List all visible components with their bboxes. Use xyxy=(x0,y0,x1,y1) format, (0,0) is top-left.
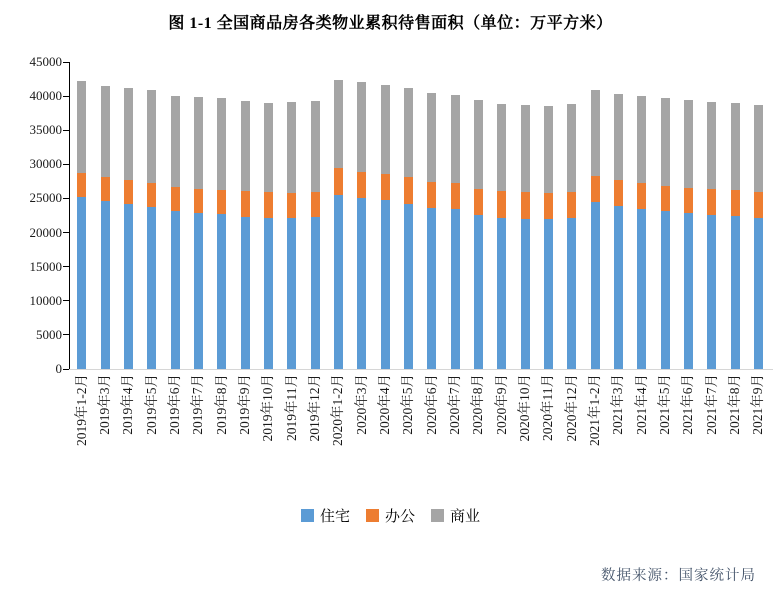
legend-swatch-icon xyxy=(301,509,314,522)
stacked-bar xyxy=(754,105,763,369)
legend-item-商业 xyxy=(431,505,480,526)
x-axis-label: 2019年1-2月 xyxy=(73,374,89,446)
bar-segment-商业 xyxy=(707,102,716,189)
bar-segment-住宅 xyxy=(147,207,156,369)
y-axis-tick xyxy=(63,369,69,370)
bar-segment-办公 xyxy=(194,189,203,213)
stacked-bar xyxy=(661,98,670,369)
stacked-bar xyxy=(287,102,296,369)
bar-segment-商业 xyxy=(404,88,413,177)
bar-segment-商业 xyxy=(754,105,763,192)
bar-segment-住宅 xyxy=(637,209,646,369)
stacked-bar xyxy=(474,100,483,369)
x-axis-label: 2020年3月 xyxy=(353,374,369,435)
bar-segment-办公 xyxy=(684,188,693,214)
bar-segment-办公 xyxy=(404,177,413,203)
bar-segment-住宅 xyxy=(754,218,763,369)
bar-segment-住宅 xyxy=(357,198,366,369)
x-axis-label: 2019年4月 xyxy=(120,374,136,435)
bar-segment-办公 xyxy=(474,189,483,215)
y-axis-tick xyxy=(63,130,69,131)
x-axis-label: 2020年9月 xyxy=(493,374,509,435)
bar-segment-办公 xyxy=(381,174,390,200)
bar-segment-商业 xyxy=(357,82,366,172)
bar-segment-商业 xyxy=(241,101,250,191)
x-axis-label: 2021年4月 xyxy=(633,374,649,435)
stacked-bar xyxy=(217,98,226,369)
x-axis-label: 2020年10月 xyxy=(517,374,532,442)
y-axis-tick xyxy=(63,266,69,267)
y-tick-label: 25000 xyxy=(29,190,62,206)
legend-label: 办公 xyxy=(384,509,415,525)
bar-segment-办公 xyxy=(591,176,600,202)
bar-segment-住宅 xyxy=(567,218,576,369)
bar-segment-办公 xyxy=(147,183,156,208)
stacked-bar xyxy=(171,96,180,369)
bar-segment-住宅 xyxy=(287,218,296,369)
bar-segment-住宅 xyxy=(544,219,553,369)
y-tick-label: 45000 xyxy=(29,54,62,69)
bar-segment-商业 xyxy=(451,95,460,183)
x-axis-label: 2020年11月 xyxy=(540,374,556,441)
legend-swatch-icon xyxy=(366,509,379,522)
y-axis-tick xyxy=(63,232,69,233)
y-axis-tick xyxy=(63,62,69,63)
bar-segment-住宅 xyxy=(381,200,390,369)
bar-segment-住宅 xyxy=(684,213,693,369)
bar-segment-办公 xyxy=(637,183,646,209)
stacked-bar xyxy=(357,82,366,369)
x-axis-label: 2021年5月 xyxy=(657,374,672,435)
x-axis-label: 2020年8月 xyxy=(470,374,486,435)
stacked-bar xyxy=(497,104,506,369)
y-tick-label: 20000 xyxy=(29,224,62,240)
bar-segment-住宅 xyxy=(404,204,413,369)
x-axis-label: 2019年6月 xyxy=(167,374,182,435)
stacked-bar xyxy=(731,103,740,369)
x-axis-label: 2019年7月 xyxy=(190,374,206,435)
x-axis-label: 2021年6月 xyxy=(680,374,696,435)
bar-segment-商业 xyxy=(544,106,553,193)
y-tick-label: 5000 xyxy=(36,326,62,342)
bar-segment-住宅 xyxy=(591,202,600,369)
x-axis-label: 2019年3月 xyxy=(97,374,112,435)
bar-segment-商业 xyxy=(147,90,156,183)
bar-segment-住宅 xyxy=(474,215,483,369)
bar-segment-住宅 xyxy=(661,211,670,369)
x-axis-label: 2021年1-2月 xyxy=(587,374,602,446)
legend-label: 商业 xyxy=(450,509,481,525)
stacked-bar xyxy=(147,90,156,369)
bar-segment-住宅 xyxy=(427,208,436,369)
bar-segment-商业 xyxy=(124,88,133,180)
bar-segment-办公 xyxy=(77,173,86,198)
bar-segment-商业 xyxy=(637,96,646,182)
x-axis-label: 2019年5月 xyxy=(143,374,159,435)
x-axis-label: 2021年3月 xyxy=(610,374,626,435)
bar-segment-住宅 xyxy=(614,206,623,369)
bar-segment-住宅 xyxy=(77,197,86,369)
stacked-bar xyxy=(684,100,693,369)
stacked-bar xyxy=(334,80,343,369)
x-axis-label: 2019年12月 xyxy=(307,374,322,442)
x-axis-label: 2021年7月 xyxy=(703,374,719,435)
stacked-bar xyxy=(194,97,203,369)
bar-segment-办公 xyxy=(544,193,553,219)
bar-segment-办公 xyxy=(427,182,436,208)
bar-segment-商业 xyxy=(684,100,693,188)
stacked-bar xyxy=(707,102,716,369)
bar-segment-商业 xyxy=(381,85,390,174)
x-axis-label: 2021年9月 xyxy=(750,374,766,435)
x-axis-line xyxy=(69,369,773,370)
bar-segment-办公 xyxy=(311,192,320,217)
chart-title: 图 1-1 全国商品房各类物业累积待售面积（单位：万平方米） xyxy=(168,15,613,32)
stacked-bar xyxy=(544,106,553,369)
bar-segment-办公 xyxy=(357,172,366,198)
stacked-bar xyxy=(101,86,110,369)
bar-segment-商业 xyxy=(287,102,296,192)
bar-segment-办公 xyxy=(451,183,460,209)
bar-segment-办公 xyxy=(661,186,670,211)
y-tick-label: 15000 xyxy=(29,258,62,274)
y-tick-label: 10000 xyxy=(29,292,62,308)
y-axis-tick xyxy=(63,334,69,335)
bar-segment-办公 xyxy=(521,192,530,218)
y-axis-tick xyxy=(63,164,69,165)
x-axis-label: 2020年1-2月 xyxy=(330,374,346,446)
bar-segment-办公 xyxy=(754,192,763,218)
legend-item-住宅 xyxy=(301,505,350,526)
stacked-bar xyxy=(637,96,646,369)
stacked-bar xyxy=(264,103,273,369)
y-tick-label: 40000 xyxy=(29,88,62,104)
bar-segment-办公 xyxy=(171,187,180,211)
bar-segment-商业 xyxy=(591,90,600,176)
stacked-bar xyxy=(567,104,576,369)
bar-segment-商业 xyxy=(171,96,180,187)
stacked-bar xyxy=(451,95,460,369)
bar-segment-住宅 xyxy=(707,215,716,369)
stacked-bar xyxy=(381,85,390,369)
bar-segment-办公 xyxy=(334,168,343,194)
y-tick-label: 0 xyxy=(55,361,62,376)
y-axis-tick xyxy=(63,96,69,97)
bar-segment-办公 xyxy=(707,189,716,215)
bar-segment-办公 xyxy=(264,192,273,218)
y-axis-line xyxy=(69,62,70,369)
x-axis-label: 2020年4月 xyxy=(377,374,392,435)
bar-segment-住宅 xyxy=(334,195,343,369)
bar-segment-办公 xyxy=(241,191,250,216)
bar-segment-商业 xyxy=(194,97,203,188)
x-axis-label: 2020年5月 xyxy=(400,374,416,435)
bar-segment-商业 xyxy=(567,104,576,192)
bar-segment-商业 xyxy=(497,104,506,192)
bar-segment-住宅 xyxy=(217,214,226,369)
stacked-bar xyxy=(124,88,133,369)
bar-segment-住宅 xyxy=(311,217,320,369)
bar-segment-办公 xyxy=(567,192,576,218)
bar-segment-商业 xyxy=(334,80,343,169)
bar-segment-商业 xyxy=(217,98,226,189)
x-axis-label: 2021年8月 xyxy=(727,374,742,435)
bar-segment-商业 xyxy=(521,105,530,192)
bar-segment-住宅 xyxy=(731,216,740,369)
bar-segment-商业 xyxy=(264,103,273,192)
stacked-bar xyxy=(591,90,600,369)
x-axis-label: 2019年11月 xyxy=(283,374,299,441)
bar-segment-办公 xyxy=(217,190,226,215)
stacked-bar xyxy=(241,101,250,369)
bar-segment-办公 xyxy=(731,190,740,216)
stacked-bar xyxy=(404,88,413,369)
x-axis-label: 2019年10月 xyxy=(260,374,276,442)
legend-item-办公 xyxy=(366,505,415,526)
bar-segment-住宅 xyxy=(521,219,530,369)
bar-segment-办公 xyxy=(614,180,623,206)
bar-segment-住宅 xyxy=(194,213,203,369)
y-axis-tick xyxy=(63,198,69,199)
bar-segment-住宅 xyxy=(264,218,273,369)
stacked-bar xyxy=(427,93,436,369)
x-axis-label: 2019年9月 xyxy=(237,374,252,435)
bar-segment-商业 xyxy=(614,94,623,180)
stacked-bar xyxy=(77,81,86,369)
legend-swatch-icon xyxy=(431,509,444,522)
bar-segment-住宅 xyxy=(171,211,180,369)
y-tick-label: 35000 xyxy=(29,122,62,138)
chart-legend xyxy=(0,505,781,526)
bar-segment-住宅 xyxy=(124,204,133,369)
bar-segment-商业 xyxy=(731,103,740,190)
bar-segment-办公 xyxy=(124,180,133,204)
bar-segment-住宅 xyxy=(497,218,506,369)
bar-segment-商业 xyxy=(474,100,483,189)
legend-label: 住宅 xyxy=(319,509,350,525)
x-axis-label: 2020年7月 xyxy=(447,374,462,435)
bar-segment-商业 xyxy=(311,101,320,192)
stacked-bar xyxy=(614,94,623,369)
x-axis-label: 2020年12月 xyxy=(563,374,579,442)
bar-segment-住宅 xyxy=(241,217,250,369)
bar-segment-商业 xyxy=(661,98,670,185)
stacked-bar xyxy=(521,105,530,369)
bar-segment-商业 xyxy=(77,81,86,172)
data-source-note: 数据来源：国家统计局 xyxy=(601,568,756,584)
bar-segment-商业 xyxy=(427,93,436,181)
bar-segment-办公 xyxy=(497,191,506,218)
x-axis-label: 2019年8月 xyxy=(213,374,229,435)
bar-segment-办公 xyxy=(101,177,110,201)
x-axis-label: 2020年6月 xyxy=(423,374,439,435)
bar-segment-商业 xyxy=(101,86,110,177)
stacked-bar xyxy=(311,101,320,369)
y-axis-tick xyxy=(63,300,69,301)
bar-segment-住宅 xyxy=(451,209,460,369)
y-tick-label: 30000 xyxy=(29,156,62,172)
bar-segment-住宅 xyxy=(101,201,110,369)
bar-segment-办公 xyxy=(287,193,296,218)
